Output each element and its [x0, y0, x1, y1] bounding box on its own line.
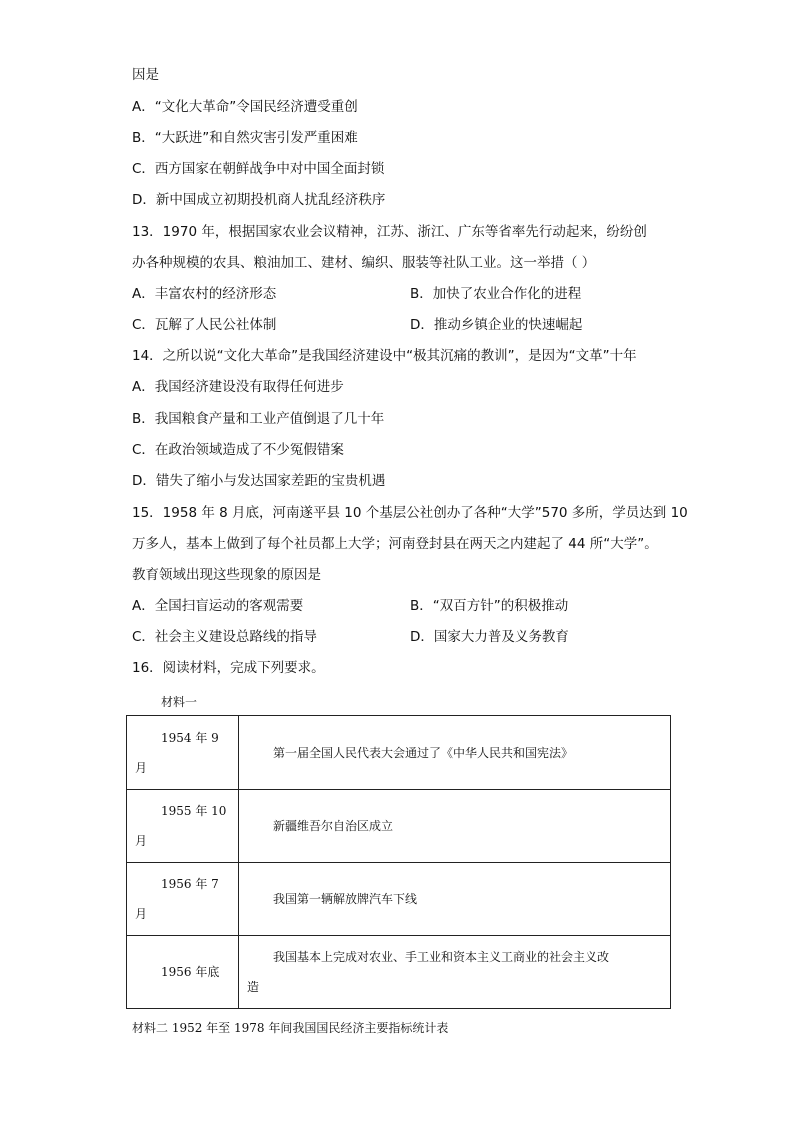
event-text: 第一届全国人民代表大会通过了《中华人民共和国宪法》 [273, 745, 574, 760]
date-top: 1956 年底 [161, 965, 220, 979]
material-2-label: 材料二 1952 年至 1978 年间我国国民经济主要指标统计表 [132, 1021, 449, 1035]
question-14-option-a: A．我国经济建设没有取得任何进步 [132, 379, 344, 395]
question-15-stem-line3: 教育领域出现这些现象的原因是 [132, 567, 321, 583]
date-cell [127, 863, 239, 936]
question-15-option-d: D．国家大力普及义务教育 [410, 629, 569, 645]
table-row [127, 863, 671, 936]
date-cell [127, 790, 239, 863]
question-text-line: 因是 [132, 67, 159, 83]
option-d: D．新中国成立初期投机商人扰乱经济秩序 [132, 192, 386, 208]
event-text-continued: 造 [247, 980, 260, 994]
event-cell [239, 716, 671, 790]
date-top: 1954 年 9 [161, 730, 219, 745]
question-15-option-c: C．社会主义建设总路线的指导 [132, 629, 317, 645]
table-row [127, 936, 671, 1009]
date-top: 1956 年 7 [161, 877, 219, 891]
question-13-option-b: B．加快了农业合作化的进程 [410, 286, 582, 302]
question-14-option-d: D．错失了缩小与发达国家差距的宝贵机遇 [132, 473, 386, 489]
question-15-option-a: A．全国扫盲运动的客观需要 [132, 598, 304, 614]
date-cell [127, 716, 239, 790]
table-row [127, 790, 671, 863]
date-bottom: 月 [135, 834, 148, 848]
question-13-option-c: C．瓦解了人民公社体制 [132, 317, 277, 333]
event-cell [239, 863, 671, 936]
option-a: A．“文化大革命”令国民经济遭受重创 [132, 99, 358, 115]
material-1-label: 材料一 [161, 695, 198, 709]
question-13-option-d: D．推动乡镇企业的快速崛起 [410, 317, 583, 333]
event-cell [239, 936, 671, 1009]
event-cell [239, 790, 671, 863]
event-text: 我国基本上完成对农业、手工业和资本主义工商业的社会主义改 [273, 950, 610, 964]
question-14-stem: 14．之所以说“文化大革命”是我国经济建设中“极其沉痛的教训”，是因为“文革”十年 [132, 348, 637, 364]
option-c: C．西方国家在朝鲜战争中对中国全面封锁 [132, 161, 385, 177]
date-cell [127, 936, 239, 1009]
question-13-option-a: A．丰富农村的经济形态 [132, 286, 277, 302]
question-14-option-c: C．在政治领域造成了不少冤假错案 [132, 442, 344, 458]
question-16-stem: 16．阅读材料，完成下列要求。 [132, 660, 325, 676]
table-row [127, 716, 671, 790]
question-13-stem-line1: 13．1970 年，根据国家农业会议精神，江苏、浙江、广东等省率先行动起来，纷纷创 [132, 224, 647, 240]
question-15-stem-line2: 万多人，基本上做到了每个社员都上大学；河南登封县在两天之内建起了 44 所“大学”。 [132, 536, 658, 552]
event-text: 新疆维吾尔自治区成立 [273, 819, 394, 833]
event-text: 我国第一辆解放牌汽车下线 [273, 892, 418, 906]
question-14-option-b: B．我国粮食产量和工业产值倒退了几十年 [132, 411, 385, 427]
option-b: B．“大跃进”和自然灾害引发严重困难 [132, 130, 358, 146]
question-15-option-b: B．“双百方针”的积极推动 [410, 598, 569, 614]
date-bottom: 月 [135, 760, 148, 775]
question-13-stem-line2: 办各种规模的农具、粮油加工、建材、编织、服装等社队工业。这一举措（ ） [132, 255, 596, 271]
date-top: 1955 年 10 [161, 804, 227, 818]
question-15-stem-line1: 15．1958 年 8 月底，河南遂平县 10 个基层公社创办了各种“大学”570 多所，学员达到 10 [132, 505, 688, 521]
date-bottom: 月 [135, 907, 148, 921]
material-1-table [126, 715, 671, 1009]
